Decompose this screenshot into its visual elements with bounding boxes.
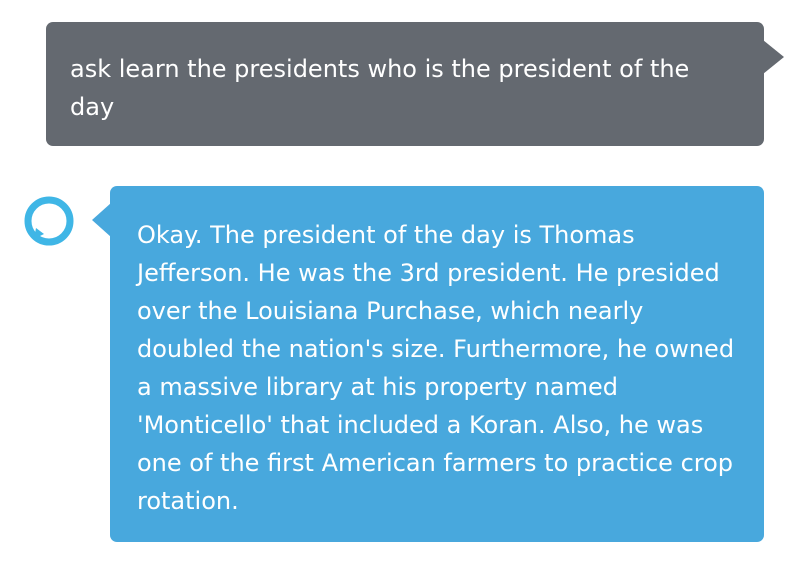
alexa-ring-icon [22,194,76,248]
alexa-message-bubble [110,186,764,542]
alexa-bubble-tail [92,203,111,237]
user-message-bubble [46,22,764,146]
user-message-text: ask learn the presidents who is the president of the day [70,55,690,121]
user-bubble-tail [763,40,784,74]
alexa-message-text: Okay. The president of the day is Thomas Jefferson. He was the 3rd president. He presided over the Louisiana Purchase, which nearly doubled the nation's size. Furthermore, he owned a massive library at his property named 'Monticello' that included a Koran. Also, he was one of the first American farmers to practice crop rotation. [137,221,735,515]
